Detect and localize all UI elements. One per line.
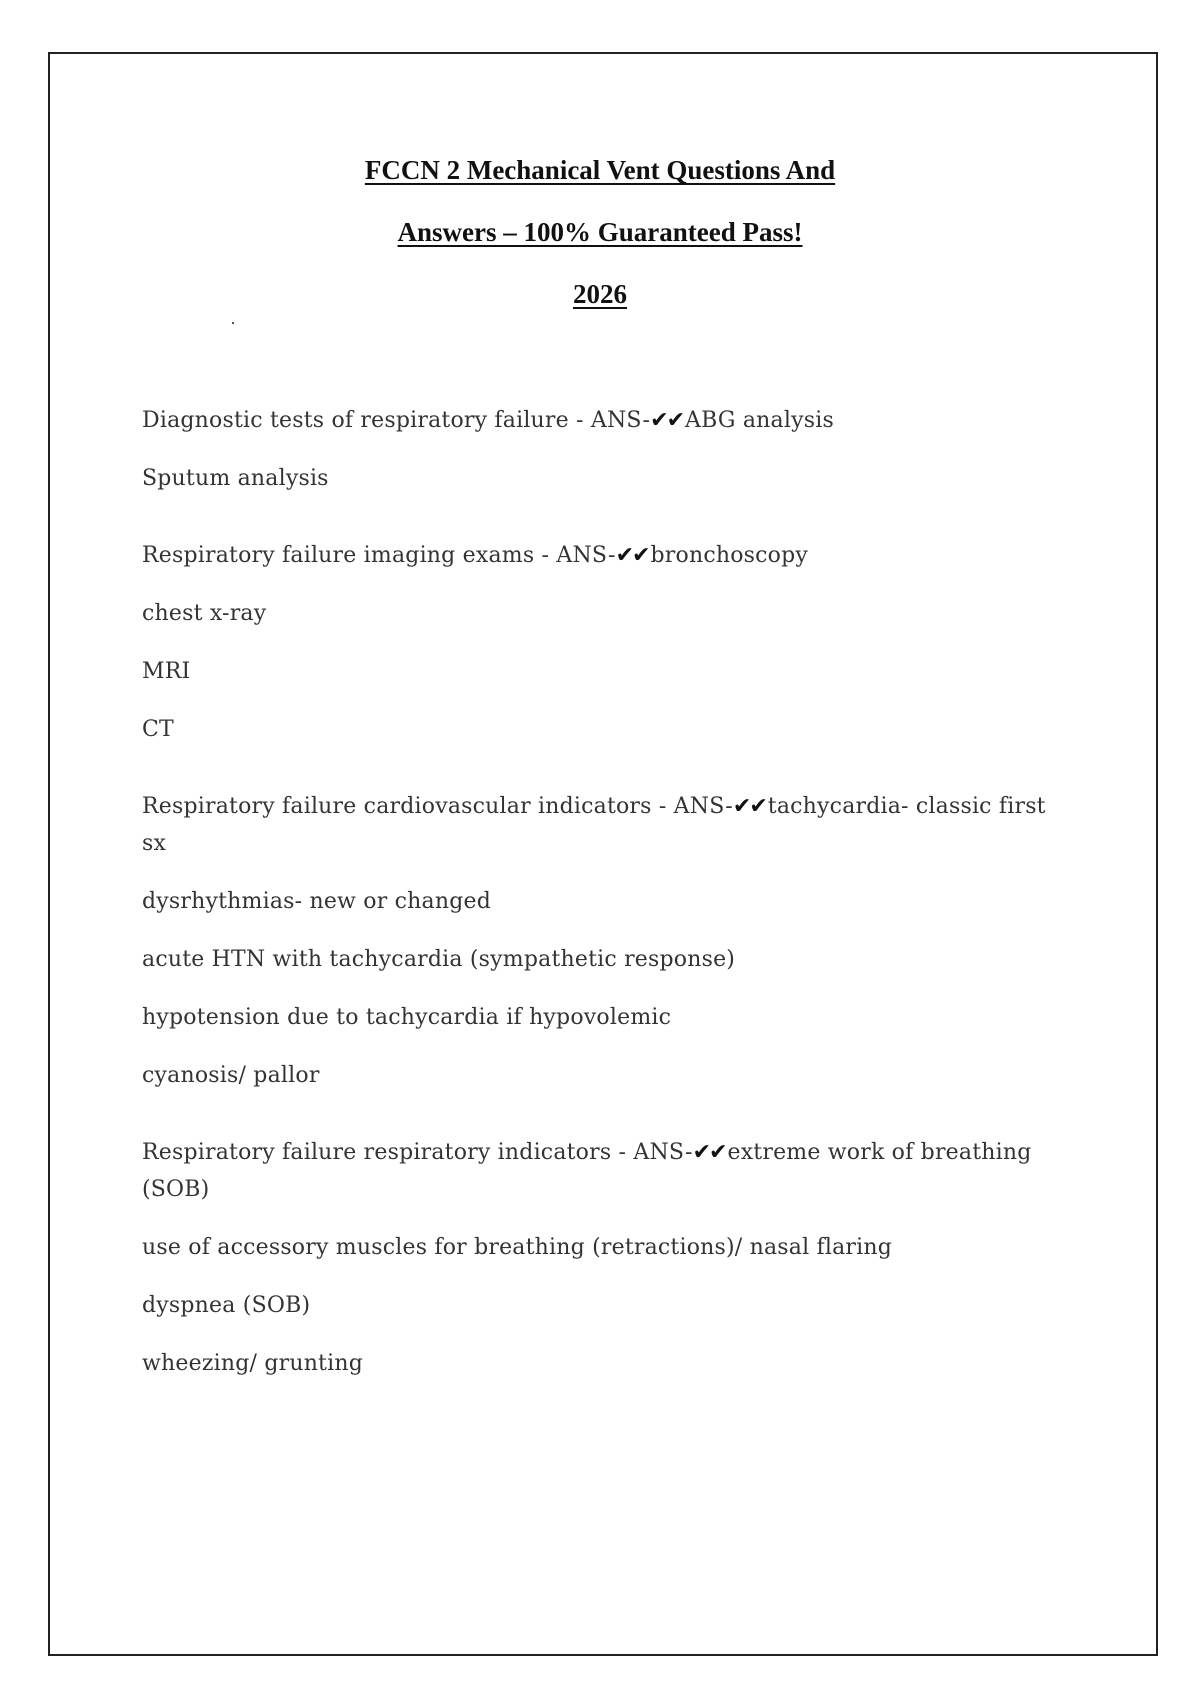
answer-marker: ANS- [590,408,651,433]
qa-item [142,1134,1062,1382]
answer-line: wheezing/ grunting [142,1351,363,1376]
question-line [142,788,1062,862]
qa-item [142,402,1062,497]
qa-item [142,537,1062,748]
answer-marker: ANS- [556,543,616,568]
question-text: Diagnostic tests of respiratory failure - [142,408,591,433]
document-title [0,154,1200,340]
answer-line: CT [142,717,174,742]
answer-text: extreme work of breathing (SOB) [142,1140,1032,1202]
title-line-3: 2026 [573,279,627,309]
answer-line: chest x-ray [142,601,267,626]
question-text: Respiratory failure cardiovascular indicators - [142,794,674,819]
answer-line: acute HTN with tachycardia (sympathetic response) [142,947,736,972]
answer-line: dyspnea (SOB) [142,1293,311,1318]
question-text: Respiratory failure respiratory indicators - [142,1140,634,1165]
answer-line: MRI [142,659,191,684]
answer-line: Sputum analysis [142,466,329,491]
answer-line: cyanosis/ pallor [142,1063,320,1088]
answer-text: tachycardia- classic first sx [142,794,1046,856]
check-marks-icon: ✔✔ [650,408,684,433]
answer-line: dysrhythmias- new or changed [142,889,491,914]
check-marks-icon: ✔✔ [692,1140,726,1165]
answer-marker: ANS- [673,794,733,819]
stray-dot [232,322,234,324]
answer-line: hypotension due to tachycardia if hypovolemic [142,1005,672,1030]
question-line [142,1134,1062,1208]
qa-item [142,788,1062,1094]
question-text: Respiratory failure imaging exams - [142,543,557,568]
qa-list [142,402,1062,1422]
question-line [142,537,1062,574]
check-marks-icon: ✔✔ [732,794,766,819]
answer-text: bronchoscopy [650,543,809,568]
title-line-1: FCCN 2 Mechanical Vent Questions And [364,155,836,185]
answer-line: use of accessory muscles for breathing (retractions)/ nasal flaring [142,1235,893,1260]
question-line [142,402,1062,439]
answer-text: ABG analysis [685,408,834,433]
check-marks-icon: ✔✔ [615,543,649,568]
title-line-2: Answers – 100% Guaranteed Pass! [397,217,803,247]
answer-marker: ANS- [633,1140,693,1165]
